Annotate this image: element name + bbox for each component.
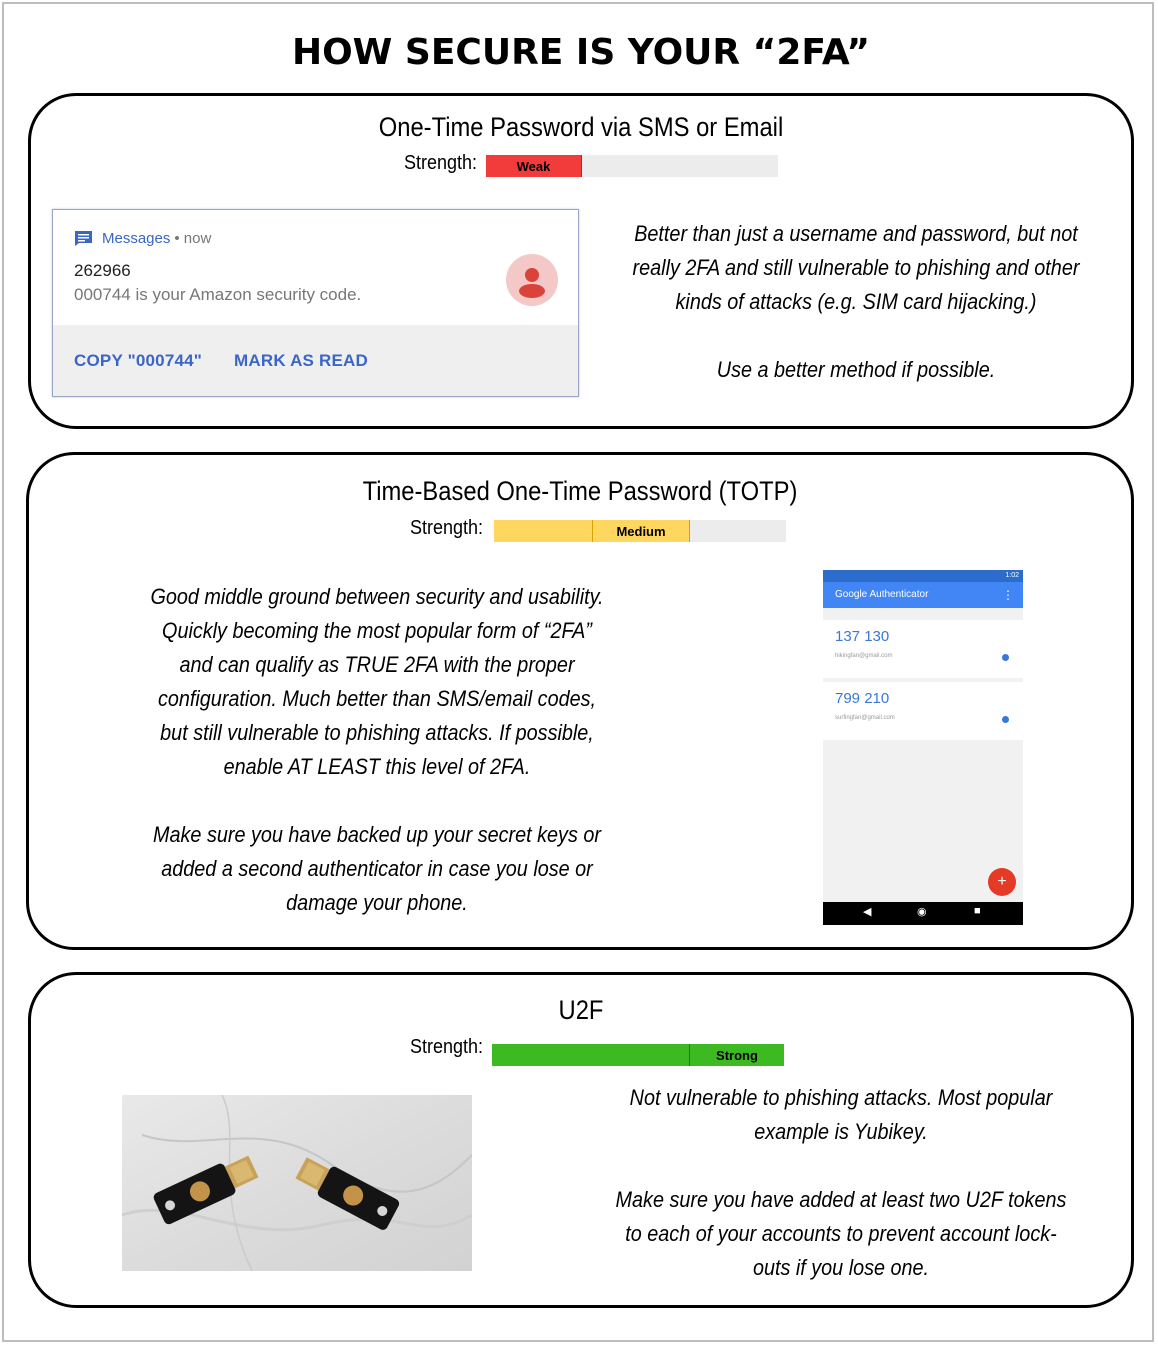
section-sms-otp <box>28 93 1134 429</box>
main-title: HOW SECURE IS YOUR “2FA” <box>291 32 871 73</box>
section-description <box>143 580 611 920</box>
otp-code: 799 210 <box>835 690 890 707</box>
sms-notification <box>52 209 579 397</box>
recents-icon[interactable]: ■ <box>974 905 981 917</box>
yubikey-photo <box>122 1095 472 1271</box>
notification-time: • now <box>174 230 212 247</box>
strength-label: Strength: <box>409 1036 483 1058</box>
infographic-page <box>2 2 1154 1342</box>
person-icon <box>506 254 558 306</box>
notification-header <box>75 230 211 247</box>
authenticator-phone-screenshot <box>823 570 1023 925</box>
mark-as-read-button[interactable]: MARK AS READ <box>234 351 368 370</box>
section-title: One-Time Password via SMS or Email <box>378 112 784 142</box>
section-description <box>622 217 1090 387</box>
strength-segment <box>590 1044 689 1066</box>
section-totp <box>26 452 1134 950</box>
section-title: Time-Based One-Time Password (TOTP) <box>362 476 798 506</box>
app-bar: Google Authenticator <box>823 582 1023 608</box>
status-time: 1:02 <box>1005 572 1019 579</box>
account-card[interactable] <box>823 620 1023 678</box>
add-account-button[interactable]: + <box>988 868 1016 896</box>
description-paragraph: Not vulnerable to phishing attacks. Most popular example is Yubikey. <box>629 1085 1053 1144</box>
timer-icon <box>1002 654 1009 661</box>
notification-body: 000744 is your Amazon security code. <box>74 285 362 304</box>
description-paragraph: Better than just a username and password, but not really 2FA and still vulnerable to phishing and other kinds of attacks (e.g. SIM card hijacking.) <box>632 221 1080 314</box>
description-paragraph: Make sure you have backed up your secret keys or added a second authenticator in case you lose or damage your phone. <box>153 822 601 915</box>
account-email: surfingfan@gmail.com <box>835 715 895 721</box>
strength-label: Strength: <box>403 152 477 174</box>
description-paragraph: Good middle ground between security and usability. Quickly becoming the most popular form of “2FA” and can qualify as TRUE 2FA with the proper configuration. Much better than SMS/email codes, but still vulnerable to phishing attacks. If possible, enable AT LEAST this level of 2FA. <box>150 584 604 779</box>
strength-segment-strong: Strong <box>689 1044 784 1066</box>
strength-segment <box>492 1044 590 1066</box>
strength-bar <box>494 520 786 542</box>
home-icon[interactable]: ◉ <box>917 906 927 918</box>
notification-sender: 262966 <box>74 261 131 280</box>
strength-segment <box>494 520 592 542</box>
strength-bar <box>492 1044 784 1066</box>
timer-icon <box>1002 716 1009 723</box>
otp-code: 137 130 <box>835 628 890 645</box>
account-card[interactable] <box>823 682 1023 740</box>
messages-icon <box>75 231 92 246</box>
copy-code-button[interactable]: COPY "000744" <box>74 351 203 370</box>
account-email: hikingfan@gmail.com <box>835 653 893 659</box>
android-nav-bar <box>823 902 1023 925</box>
strength-label: Strength: <box>409 517 483 539</box>
more-vert-icon[interactable]: ⋮ <box>1002 588 1014 602</box>
section-u2f <box>28 972 1134 1308</box>
back-icon[interactable]: ◀ <box>863 906 872 918</box>
strength-segment-medium: Medium <box>592 520 690 542</box>
phone-status-bar <box>823 570 1023 582</box>
section-description <box>607 1081 1075 1285</box>
description-paragraph: Make sure you have added at least two U2F tokens to each of your accounts to prevent account lock-outs if you lose one. <box>615 1187 1067 1280</box>
description-paragraph: Use a better method if possible. <box>716 357 996 382</box>
notification-content <box>53 210 578 325</box>
strength-bar <box>486 155 778 177</box>
strength-segment-weak: Weak <box>486 155 582 177</box>
section-title: U2F <box>558 995 604 1025</box>
notification-app-name: Messages <box>102 230 171 247</box>
